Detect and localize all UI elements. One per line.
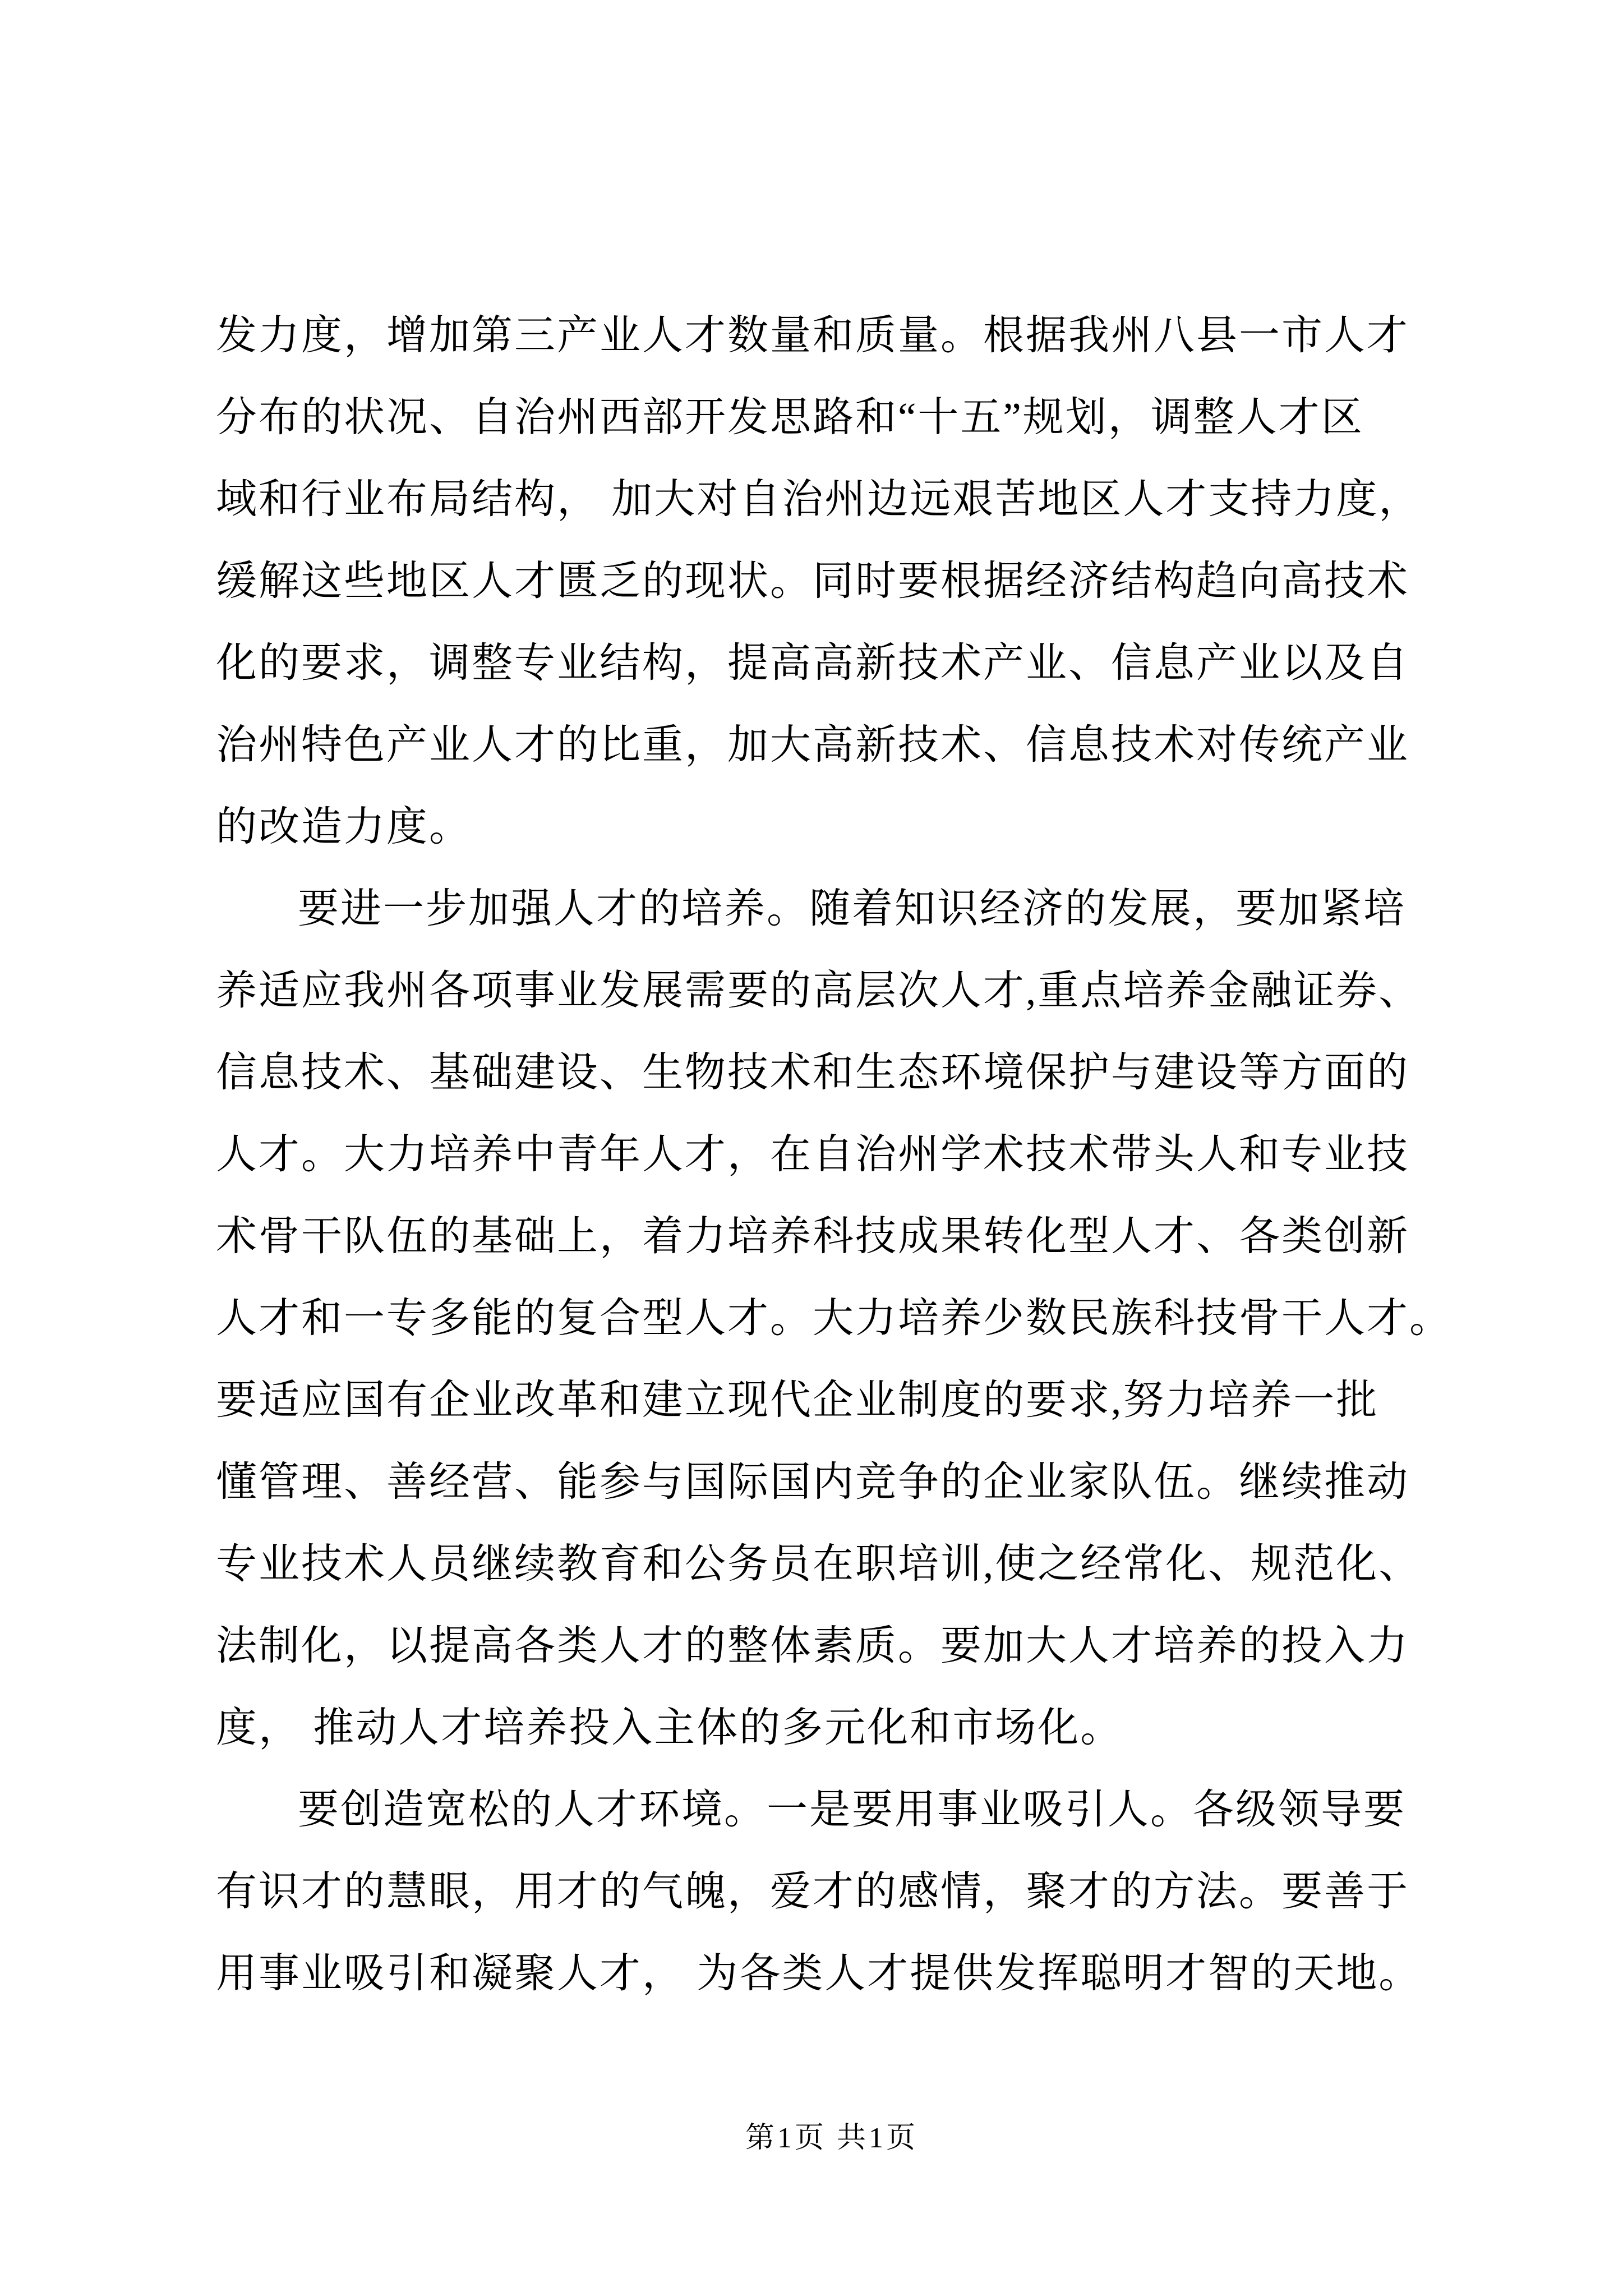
page-footer	[20, 2114, 1623, 2156]
text-line: 要进一步加强人才的培养。随着知识经济的发展，要加紧培	[298, 886, 1406, 931]
document-body	[216, 295, 1452, 2014]
text-line: 专业技术人员继续教育和公务员在职培训,使之经常化、规范化、	[216, 1541, 1422, 1586]
text-line: 要适应国有企业改革和建立现代企业制度的要求,努力培养一批	[216, 1377, 1379, 1423]
text-line: 有识才的慧眼，用才的气魄，爱才的感情，聚才的方法。要善于	[216, 1869, 1409, 1914]
text-line: 术骨干队伍的基础上，着力培养科技成果转化型人才、各类创新	[216, 1213, 1409, 1259]
text-line: 信息技术、基础建设、生物技术和生态环境保护与建设等方面的	[216, 1050, 1409, 1095]
text-line: 域和行业布局结构， 加大对自治州边远艰苦地区人才支持力度，	[216, 476, 1422, 522]
text-line: 法制化，以提高各类人才的整体素质。要加大人才培养的投入力	[216, 1623, 1409, 1668]
text-line: 人才。大力培养中青年人才，在自治州学术技术带头人和专业技	[216, 1131, 1409, 1177]
text-line: 要创造宽松的人才环境。一是要用事业吸引人。各级领导要	[298, 1787, 1406, 1832]
text-line: 懂管理、善经营、能参与国际国内竞争的企业家队伍。继续推动	[216, 1459, 1409, 1504]
text-line: 度， 推动人才培养投入主体的多元化和市场化。	[216, 1705, 1123, 1750]
text-line: 的改造力度。	[216, 804, 472, 849]
text-line: 发力度，增加第三产业人才数量和质量。根据我州八县一市人才	[216, 312, 1409, 358]
text-line: 人才和一专多能的复合型人才。大力培养少数民族科技骨干人才。	[216, 1295, 1452, 1341]
text-line: 缓解这些地区人才匮乏的现状。同时要根据经济结构趋向高技术	[216, 558, 1409, 604]
text-line: 治州特色产业人才的比重，加大高新技术、信息技术对传统产业	[216, 722, 1409, 767]
text-line: 化的要求，调整专业结构，提高高新技术产业、信息产业以及自	[216, 640, 1409, 685]
page-number-label: 第1页 共1页	[745, 2122, 918, 2154]
text-line: 分布的状况、自治州西部开发思路和“十五”规划，调整人才区	[216, 394, 1364, 440]
text-line: 用事业吸引和凝聚人才， 为各类人才提供发挥聪明才智的天地。	[216, 1950, 1422, 1996]
text-line: 养适应我州各项事业发展需要的高层次人才,重点培养金融证券、	[216, 968, 1422, 1013]
